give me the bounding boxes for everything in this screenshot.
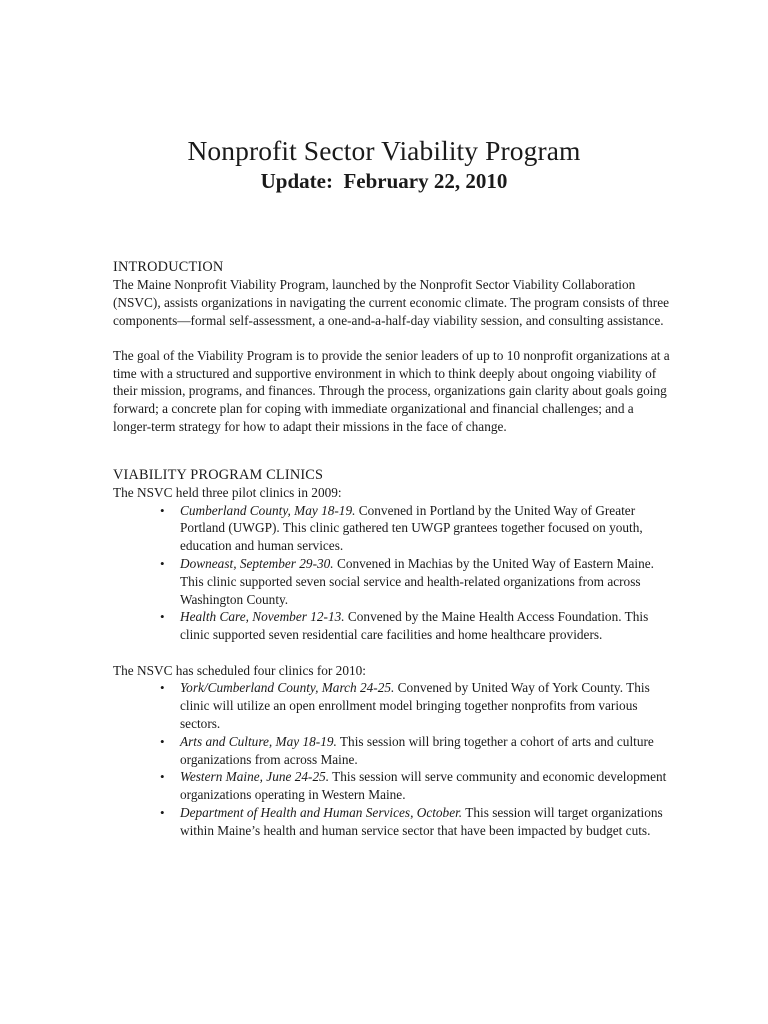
clinic-label: Western Maine, June 24-25. <box>180 769 330 785</box>
clinic-description: Convened in Machias by the United Way of Eastern Maine. This clinic supported seven social service and health-related organizations from across Washington County. <box>180 556 654 607</box>
bullet-icon: • <box>160 556 165 572</box>
clinic-label: Health Care, November 12-13. <box>180 609 345 625</box>
document-body <box>113 258 673 840</box>
clinic-description: Convened by United Way of York County. This clinic will utilize an open enrollment model bringing together nonprofits from various sectors. <box>180 680 650 731</box>
document-title: Nonprofit Sector Viability Program <box>187 135 581 166</box>
introduction-heading: INTRODUCTION <box>113 259 224 275</box>
bullet-icon: • <box>160 680 165 696</box>
clinic-label: Arts and Culture, May 18-19. <box>180 733 337 749</box>
bullet-icon: • <box>160 733 165 749</box>
introduction-paragraph-2: The goal of the Viability Program is to provide the senior leaders of up to 10 nonprofit organizations at a time with a structured and supportive environment in which to think deeply about ongoing viability of their mission, programs, and finances. Through the process, organizations gain clarity about goals going forward; a concrete plan for coping with immediate organizational and financial challenges; and a longer-term strategy for how to adapt their missions in the face of change. <box>113 347 670 435</box>
clinic-description: Convened by the Maine Health Access Foundation. This clinic supported seven residential care facilities and home healthcare providers. <box>180 609 649 643</box>
clinic-description: This session will serve community and economic development organizations operating in Western Maine. <box>180 769 667 803</box>
clinic-label: Cumberland County, May 18-19. <box>180 502 356 518</box>
clinics-heading: VIABILITY PROGRAM CLINICS <box>113 466 324 483</box>
clinic-description: Convened in Portland by the United Way of Greater Portland (UWGP). This clinic gathered ten UWGP grantees together focused on youth, education and human services. <box>180 502 643 554</box>
list-item <box>160 768 673 804</box>
list-item <box>160 679 673 732</box>
list-item <box>160 555 673 608</box>
introduction-paragraph-1: The Maine Nonprofit Viability Program, launched by the Nonprofit Sector Viability Collaboration (NSVC), assists organizations in navigating the current economic climate. The program consists of three components—formal self-assessment, a one-and-a-half-day viability session, and consulting assistance. <box>113 277 669 328</box>
clinic-label: Department of Health and Human Services, October. <box>180 804 463 820</box>
bullet-icon: • <box>160 609 165 625</box>
list-item <box>160 502 673 555</box>
clinics-2010-list <box>113 679 673 839</box>
clinics-2009-intro: The NSVC held three pilot clinics in 2009: <box>113 484 342 500</box>
clinic-label: York/Cumberland County, March 24-25. <box>180 680 395 696</box>
clinics-2009-list <box>113 502 673 644</box>
list-item <box>160 804 673 840</box>
clinics-2010-intro: The NSVC has scheduled four clinics for 2010: <box>113 662 366 678</box>
bullet-icon: • <box>160 769 165 785</box>
clinic-description: This session will bring together a cohort of arts and culture organizations from across Maine. <box>180 733 654 767</box>
bullet-icon: • <box>160 502 165 518</box>
list-item <box>160 733 673 769</box>
clinic-label: Downeast, September 29-30. <box>180 556 334 572</box>
bullet-icon: • <box>160 804 165 820</box>
document-subtitle: Update: February 22, 2010 <box>260 169 508 193</box>
list-item <box>160 608 673 644</box>
clinic-description: This session will target organizations within Maine’s health and human service sector that have been impacted by budget cuts. <box>180 804 663 838</box>
